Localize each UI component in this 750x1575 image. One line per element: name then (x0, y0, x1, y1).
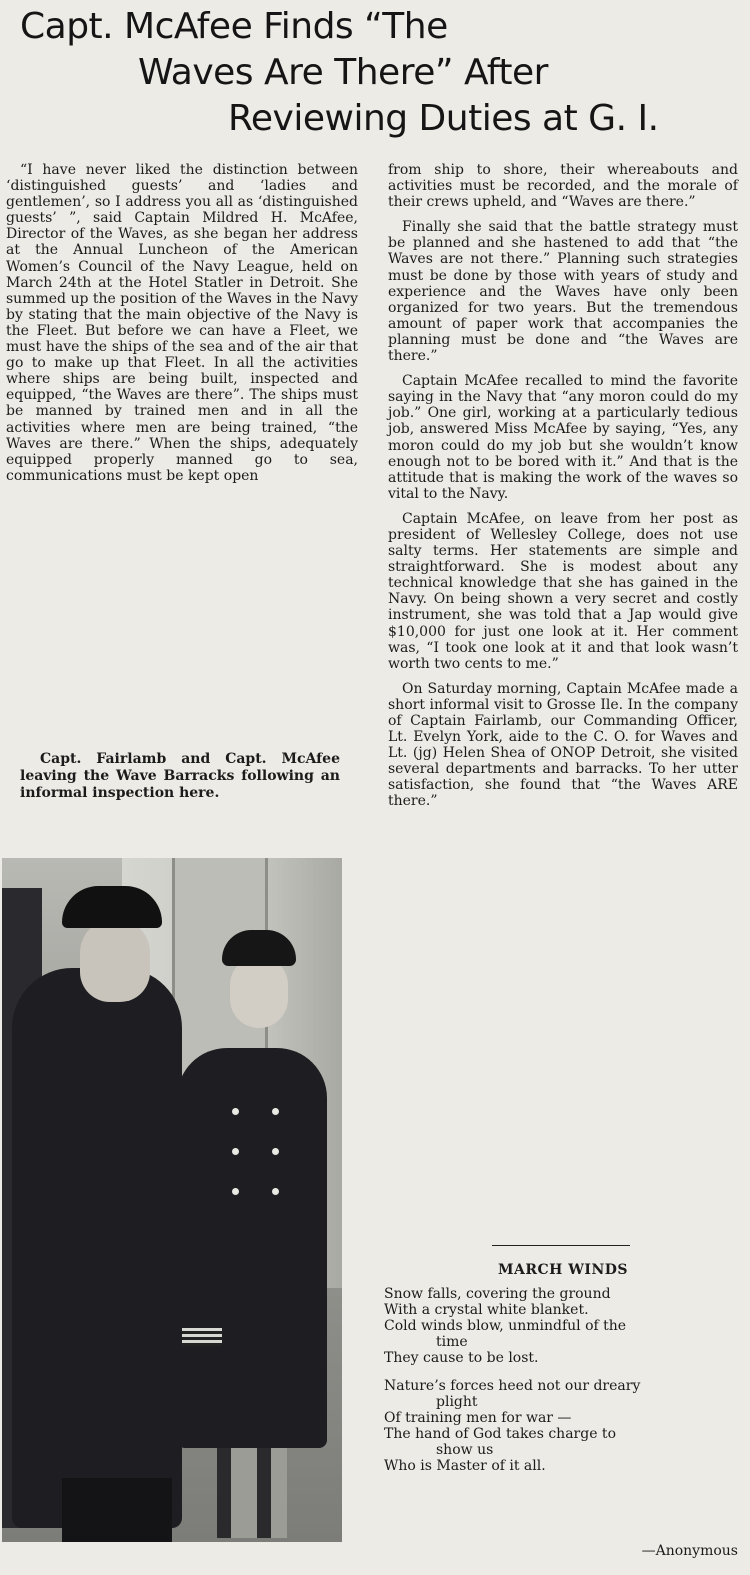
photo (2, 858, 342, 1542)
headline-line-3: Reviewing Duties at G. I. (228, 98, 659, 139)
article-right-column (388, 162, 738, 819)
poem-line: They cause to be lost. (384, 1350, 539, 1366)
photo-caption: Capt. Fairlamb and Capt. McAfee leaving the Wave Barracks following an informal inspection here. (20, 751, 340, 801)
poem-line: Cold winds blow, unmindful of the (384, 1318, 627, 1334)
headline-line-1: Capt. McAfee Finds “The (20, 6, 448, 47)
article-paragraph: Finally she said that the battle strategy must be planned and she hastened to add that “the Waves are not there.” Planning such strategies must be done by those with years of study and experience and the Waves have only been organized for two years. But the tremendous amount of paper work that accompanies the planning must be done and “the Waves are there.” (388, 219, 738, 365)
headline-line-2: Waves Are There” After (138, 52, 548, 93)
poem-line: time (436, 1334, 468, 1350)
poem-line: Of training men for war — (384, 1410, 572, 1426)
poem-stanza-1 (384, 1286, 740, 1366)
poem-line: Snow falls, covering the ground (384, 1286, 611, 1302)
poem (384, 1286, 740, 1486)
poem-author: —Anonymous (641, 1543, 738, 1559)
article-paragraph: “I have never liked the distinction between ‘distinguished guests’ and ‘ladies and gentlemen’, so I address you all as ‘distinguished guests’ ”, said Captain Mildred H. McAfee, Director of the Waves, as she began her address at the Annual Luncheon of the American Women’s Council of the Navy League, held on March 24th at the Hotel Statler in Detroit. She summed up the position of the Waves in the Navy by stating that the main objective of the Navy is the Fleet. But before we can have a Fleet, we must have the ships of the sea and of the air that go to make up that Fleet. In all the activities where ships are being built, inspected and equipped, “the Waves are there”. The ships must be manned by trained men and in all the activities where men are being trained, “the Waves are there.” When the ships, adequately equipped properly manned go to sea, communications must be kept open (6, 162, 358, 484)
poem-line: Who is Master of it all. (384, 1458, 546, 1474)
article-paragraph: from ship to shore, their whereabouts and activities must be recorded, and the morale of their crews upheld, and “Waves are there.” (388, 162, 738, 211)
headline (0, 4, 750, 144)
poem-line: Nature’s forces heed not our dreary (384, 1378, 641, 1394)
poem-line: plight (436, 1394, 478, 1410)
poem-line: show us (436, 1442, 494, 1458)
article-paragraph: On Saturday morning, Captain McAfee made a short informal visit to Grosse Ile. In the company of Captain Fairlamb, our Commanding Officer, Lt. Evelyn York, aide to the C. O. for Waves and Lt. (jg) Helen Shea of ONOP Detroit, she visited several departments and barracks. To her utter satisfaction, she found that “the Waves ARE there.” (388, 680, 738, 810)
poem-stanza-2 (384, 1378, 740, 1474)
poem-line: With a crystal white blanket. (384, 1302, 589, 1318)
article-paragraph: Captain McAfee recalled to mind the favorite saying in the Navy that “any moron could do my job.” One girl, working at a particularly tedious job, answered Miss McAfee by saying, “Yes, any moron could do my job but she wouldn’t know enough not to be bored with it.” And that is the attitude that is making the work of the waves so vital to the Navy. (388, 373, 738, 502)
article-left-column (6, 162, 358, 493)
poem-line: The hand of God takes charge to (384, 1426, 616, 1442)
poem-title: MARCH WINDS (497, 1262, 629, 1278)
section-divider (492, 1245, 630, 1246)
article-paragraph: Captain McAfee, on leave from her post as president of Wellesley College, does not use salty terms. Her statements are simple and straightforward. She is modest about any technical knowledge that she has gained in the Navy. On being shown a very secret and costly instrument, she was told that a Jap would give $10,000 for just one look at it. Her comment was, “I took one look at it and that look wasn’t worth two cents to me.” (388, 510, 738, 672)
